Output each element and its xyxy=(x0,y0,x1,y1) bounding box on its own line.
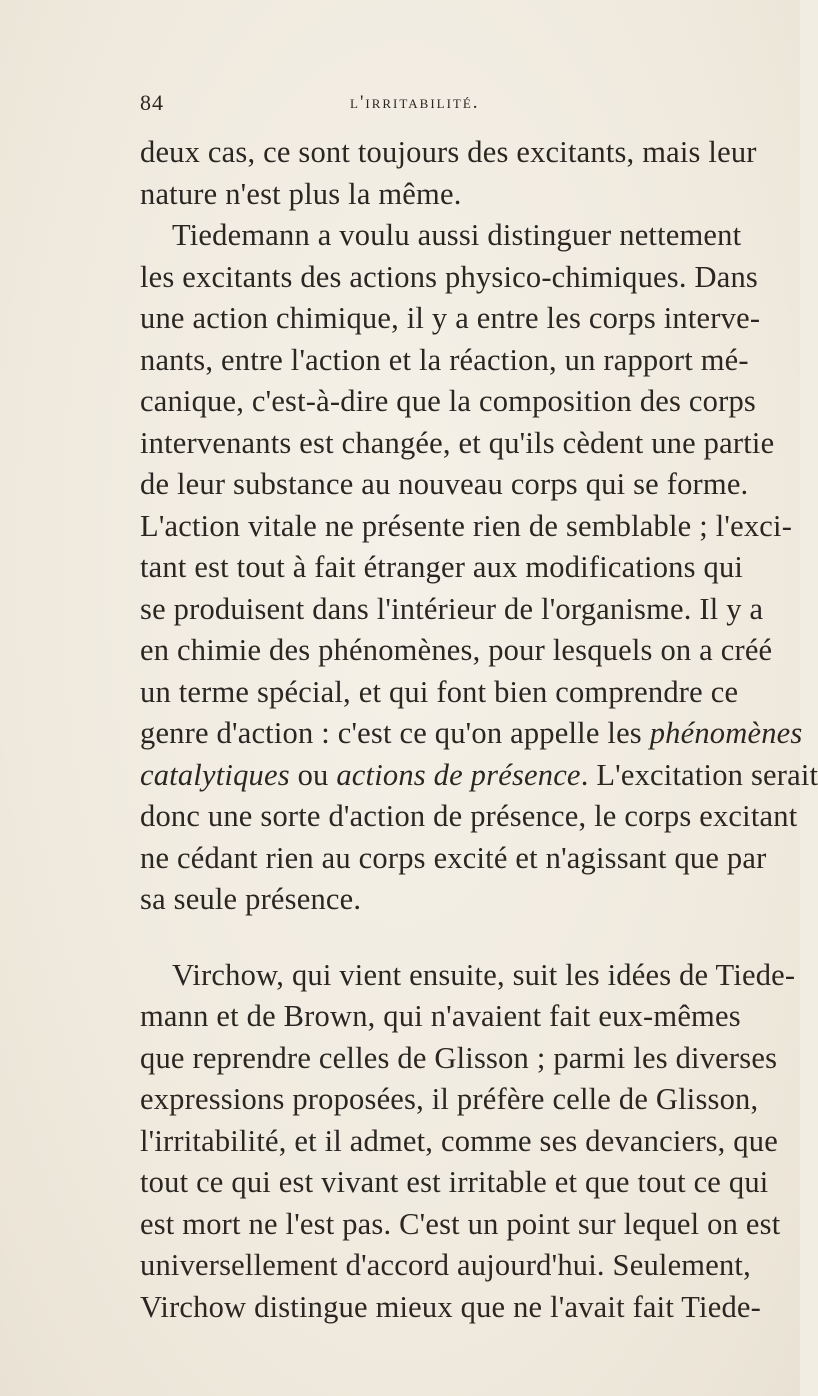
body-text xyxy=(140,132,818,1328)
text-line: est mort ne l'est pas. C'est un point sur lequel on est xyxy=(140,1206,781,1241)
text-line: deux cas, ce sont toujours des excitants, mais leur xyxy=(140,135,757,169)
text-line xyxy=(140,713,803,755)
text-line: que reprendre celles de Glisson ; parmi les diverses xyxy=(140,1040,778,1075)
italic-term: phénomènes xyxy=(649,716,803,750)
text-line: tant est tout à fait étranger aux modifications qui xyxy=(140,550,744,584)
text-line xyxy=(140,755,818,797)
running-title: l'irritabilité. xyxy=(350,92,480,113)
text-line: Virchow, qui vient ensuite, suit les idées de Tiede- xyxy=(172,957,796,992)
text-segment: . L'excitation serait xyxy=(580,757,818,792)
text-line: les excitants des actions physico-chimiques. Dans xyxy=(140,259,758,294)
text-segment: ou xyxy=(297,757,329,792)
text-line: nature n'est plus la même. xyxy=(140,176,462,211)
text-line: sa seule présence. xyxy=(140,882,362,916)
text-line: se produisent dans l'intérieur de l'organisme. Il y a xyxy=(140,591,764,626)
text-line: l'irritabilité, et il admet, comme ses devanciers, que xyxy=(140,1123,778,1158)
italic-term: catalytiques xyxy=(140,757,290,792)
text-line: Virchow distingue mieux que ne l'avait fait Tiede- xyxy=(140,1289,761,1324)
paragraph-gap xyxy=(140,921,732,955)
text-line: une action chimique, il y a entre les corps interve- xyxy=(140,301,761,335)
text-line: tout ce qui est vivant est irritable et que tout ce qui xyxy=(140,1165,769,1199)
text-line: en chimie des phénomènes, pour lesquels on a créé xyxy=(140,633,773,667)
text-line: de leur substance au nouveau corps qui se forme. xyxy=(140,467,749,501)
text-line: canique, c'est-à-dire que la composition des corps xyxy=(140,384,756,418)
text-line: intervenants est changée, et qu'ils cèdent une partie xyxy=(140,425,775,460)
text-line: nants, entre l'action et la réaction, un rapport mé- xyxy=(140,342,749,377)
text-line: mann et de Brown, qui n'avaient fait eux-mêmes xyxy=(140,999,741,1033)
text-line: universellement d'accord aujourd'hui. Seulement, xyxy=(140,1248,751,1282)
italic-term: actions de présence xyxy=(336,757,581,792)
page-number: 84 xyxy=(140,90,164,115)
text-segment: genre d'action : c'est ce qu'on appelle les xyxy=(140,716,642,750)
text-line: donc une sorte d'action de présence, le corps excitant xyxy=(140,799,798,833)
text-line: ne cédant rien au corps excité et n'agissant que par xyxy=(140,840,767,875)
text-line: expressions proposées, il préfère celle de Glisson, xyxy=(140,1082,759,1116)
running-head xyxy=(140,90,720,120)
text-line: L'action vitale ne présente rien de semblable ; l'exci- xyxy=(140,508,793,543)
text-line: un terme spécial, et qui font bien comprendre ce xyxy=(140,674,739,709)
text-line: Tiedemann a voulu aussi distinguer nettement xyxy=(172,218,742,252)
